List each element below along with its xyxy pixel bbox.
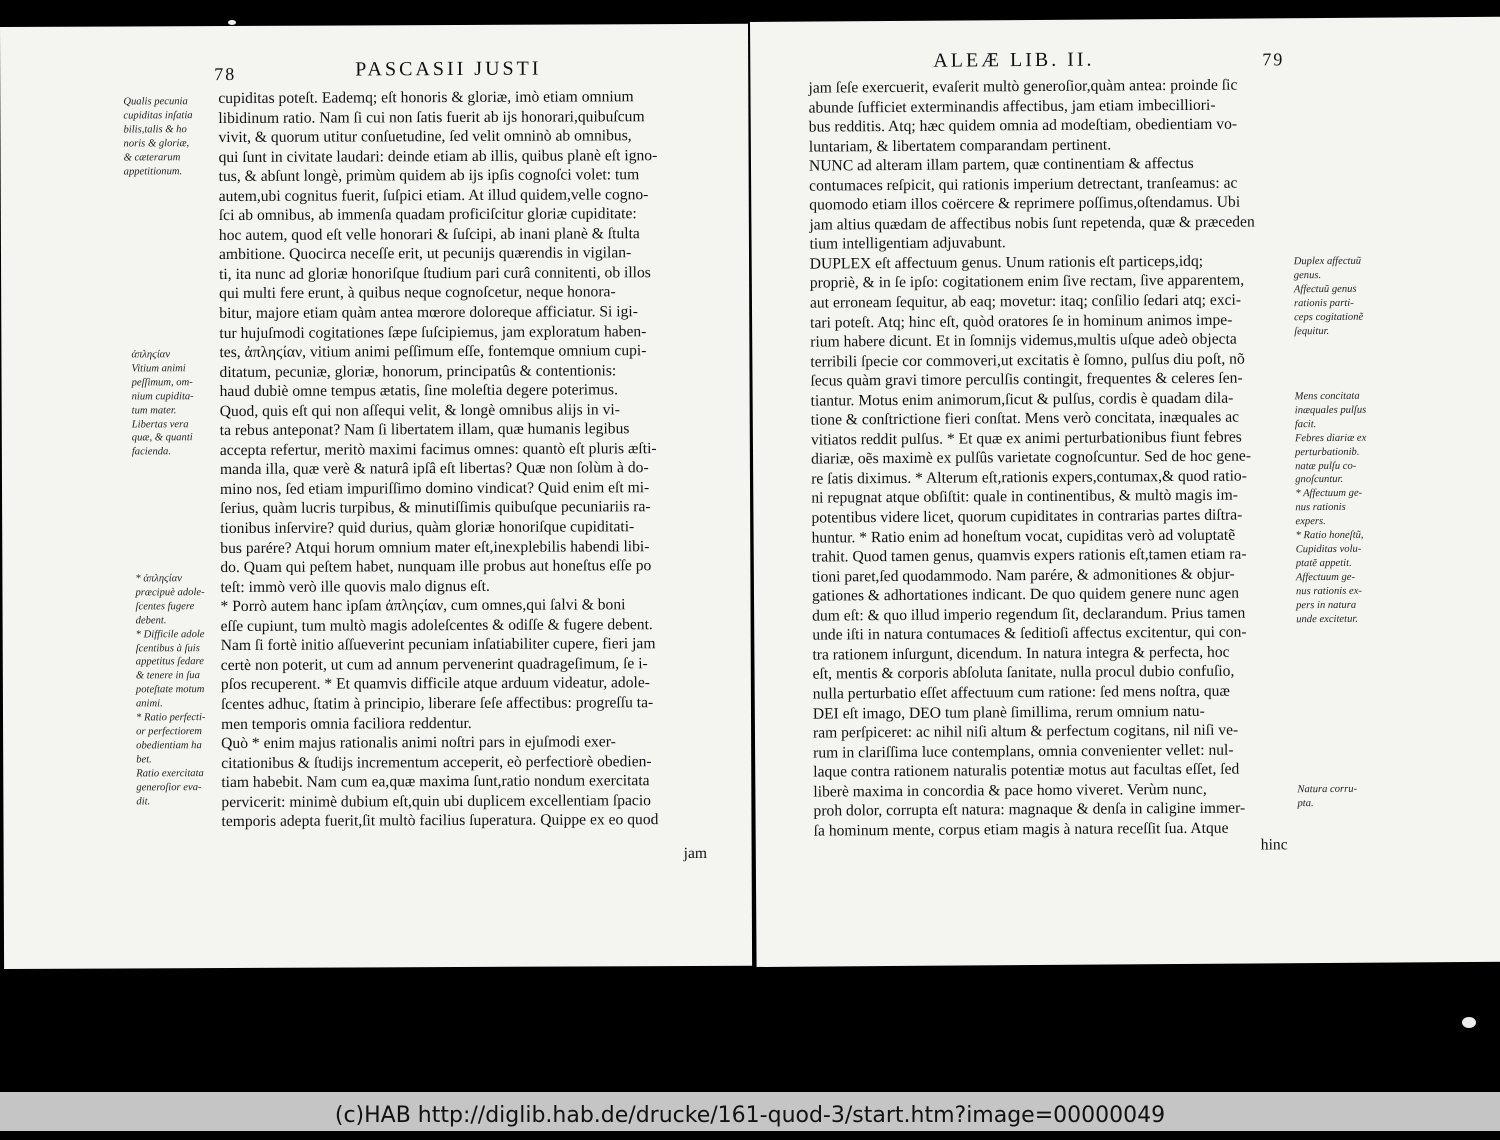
margin-note — [1294, 255, 1364, 339]
text-line: aut erroneam ſequitur, ab eaq; movetur: itaq; conſilio ſedari atq; exci- — [809, 291, 1242, 312]
text-line: manda illa, quæ verè & naturâ ipſâ eſt libertas? Quæ non ſolùm à do- — [219, 459, 649, 479]
catchword: hinc — [1260, 836, 1288, 854]
right-page — [750, 17, 1500, 967]
text-line: jam altius quædam de affectibus nobis ſunt repetenda, quæ & præceden — [809, 213, 1255, 234]
text-line: ram perſpiceret: ac nihil niſi altum & perfectum cogitans, nil niſi ve- — [812, 721, 1239, 742]
text-line: ſerius, quàm lucris turpibus, & minutiſſimis quibuſque pecuniariis ra- — [220, 498, 651, 518]
margin-note-line: Natura corru- — [1297, 783, 1358, 796]
margin-note-line: ſcentibus à ſuis — [135, 642, 200, 654]
running-head: PASCASII JUSTI — [355, 57, 542, 81]
margin-note-line: facienda. — [131, 446, 172, 458]
margin-note — [1297, 783, 1357, 811]
text-line: DEI eſt imago, DEO tum planè ſimillima, rerum omnium natu- — [812, 702, 1205, 723]
margin-note-line: bet. — [136, 754, 152, 766]
margin-note-line: inæquales pulſus — [1294, 404, 1367, 417]
margin-note-line: tum mater. — [131, 404, 177, 417]
scan-speck — [228, 20, 236, 25]
margin-note-line: Affectuũ genus — [1293, 283, 1357, 296]
margin-note-line: * ἀπληϛίαν — [135, 573, 183, 585]
text-line: qui multi fere erunt, à quibus neque cognoſcetur, neque honora- — [219, 283, 616, 303]
margin-note-line: Cupiditas volu- — [1295, 543, 1362, 556]
page-number: 79 — [1262, 49, 1285, 70]
margin-note — [1295, 390, 1368, 627]
margin-note-line: * Difficile adole — [135, 628, 205, 641]
text-line: teſt: immò verò ille quovis malo dignus eſt. — [220, 577, 490, 596]
text-line: qui ſunt in civitate laudari: deinde etiam ab illis, quibus planè eſt igno- — [218, 146, 658, 166]
margin-note-line: ceps cogitationẽ — [1294, 311, 1364, 323]
text-line: laque contra rationem naturalis potentiæ motus aut facultas eſſet, ſed — [813, 760, 1240, 781]
text-line: contumaces reſpicit, qui rationis imperium detrectant, tranſeamus: ac — [809, 174, 1238, 195]
text-line: diariæ, oẽs maximè ex pulſûs varietate cognoſcuntur. Sed de hoc gene- — [810, 447, 1252, 468]
catchword: jam — [683, 844, 708, 863]
text-line: bitur, majore etiam quàm antea mœrore doloreque afficiatur. Si igi- — [219, 303, 638, 323]
text-line: Nam ſi fortè initio aſſueverint pecuniam inſatiabiliter cupere, fieri jam — [220, 635, 656, 655]
margin-note-line: * Ratio honeſtũ, — [1295, 529, 1364, 542]
margin-note-line: ſcentes fugere — [135, 600, 195, 613]
running-head: ALEÆ LIB. II. — [933, 48, 1095, 72]
text-line: dum eſt: & quo illud imperio regendum ſit, declarandum. Prius tamen — [812, 604, 1246, 625]
margin-note-line: præcipuè adole- — [135, 587, 205, 599]
text-line: ſecus quàm gravi timore perculſis contingit, frequentes & celeres ſen- — [810, 369, 1243, 390]
text-line: tiam habebit. Nam cum ea,quæ maxima ſunt,ratio nondum exercitata — [221, 772, 650, 792]
text-line: vivit, & quorum utitur conſuetudine, ſed velit omninò ab omnibus, — [218, 127, 632, 147]
margin-note-line: or perfectiorem — [136, 726, 202, 738]
text-line: eſſe cupiunt, tum multò magis adoleſcentes & odiſſe & fugere debent. — [220, 615, 653, 635]
margin-note-line: Affectuum ge- — [1295, 571, 1356, 583]
text-line: tium intelligentiam adjuvabunt. — [809, 234, 1006, 253]
text-line: haud dubiè omne tempus ætatis, ſine moleſtia degere poterimus. — [219, 381, 619, 401]
text-line: eſt, mentis & corporis abſoluta ſanitate, nulla procul dubio confuſio, — [812, 663, 1235, 683]
text-line: tari poteſt. Atq; hinc eſt, quòd oratores ſe in hominum animos impe- — [810, 311, 1233, 332]
margin-note-line: peſſimum, om- — [131, 376, 193, 389]
text-line: tus, & abſunt longè, primùm quidem ab ijs ipſis cognoſci volet: tum — [218, 166, 640, 186]
text-line: luntariam, & libertatem comparandam pertinent. — [808, 136, 1112, 156]
text-line: tes, ἀπληϛίαν, vitium animi peſſimum eſſe, fontemque omnium cupi- — [219, 342, 647, 362]
text-line: vitiatos reddit pulſus. * Et quæ ex animi perturbationibus fiunt febres — [810, 428, 1242, 449]
margin-note-line: Vitium animi — [131, 363, 186, 375]
text-line: cupiditas poteſt. Eademq; eſt honoris & gloriæ, imò etiam omnium — [218, 88, 634, 108]
margin-note-line: dit. — [136, 795, 151, 807]
margin-note-line: rationis parti- — [1293, 297, 1354, 309]
text-line: bus parére? Atqui horum omnium mater eſt,inexplebilis habendi libi- — [220, 537, 650, 557]
text-line: ſa hominum mente, corpus etiam magis à natura receſſit ſua. Atque — [813, 819, 1229, 840]
margin-note-line: obedientiam ha — [136, 740, 202, 752]
margin-note-line: gnoſcuntur. — [1295, 474, 1344, 486]
text-line: ſcentes adhuc, ſtatim à principio, liberare ſeſe affectibus: progreſſu ta- — [220, 694, 654, 713]
text-line: terribili ſpecie cor commoveri,ut excitatis è ſomno, pulſus diu poſt, nõ — [810, 350, 1245, 371]
margin-note-line: ſequitur. — [1294, 325, 1330, 337]
margin-note-line: nus rationis ex- — [1295, 585, 1362, 597]
body-text — [808, 75, 1259, 840]
text-line: accepta refertur, meritò maximi facimus omnes: quantò eſt pluris æſti- — [219, 439, 657, 459]
margin-note-line: expers. — [1295, 516, 1326, 528]
text-line: libidinum ratio. Nam ſi cui non ſatis fuerit ab ijs honorari,quibuſcum — [218, 107, 645, 127]
text-line: huntur. * Ratio enim ad honeſtum vocat, cupiditas verò ad voluptatẽ — [811, 526, 1236, 547]
text-line: ditatum, pecuniæ, gloriæ, honorum, principatûs & contentionis: — [219, 361, 617, 381]
text-line: ambitione. Quocirca neceſſe erit, ut pecunijs quærendis in vigilan- — [218, 244, 632, 264]
text-line: ni repugnat atque obſiſtit: quale in continentibus, & multò magis im- — [811, 487, 1238, 508]
margin-note-line: & tenere in ſua — [135, 670, 200, 682]
text-line: tra rationem inſurgunt, dicendum. In natura integra & perfecta, hoc — [812, 643, 1230, 664]
margin-note-line: animi. — [135, 698, 163, 710]
margin-note — [123, 95, 193, 179]
text-line: do. Quam qui peſtem habet, nunquam ille probus aut honeſtus eſſe po — [220, 557, 652, 577]
text-line: quomodo etiam illos coërcere & reprimere poſſimus,oſtendamus. Ubi — [809, 193, 1241, 214]
page-number: 78 — [214, 63, 237, 85]
margin-note-line: debent. — [135, 614, 167, 627]
text-line: * Porrò autem hanc ipſam ἀπληϛίαν, cum omnes,qui ſalvi & boni — [220, 596, 626, 616]
text-line: tione & conſtrictione fieri conſtat. Mens verò concitata, inæquales ac — [810, 408, 1240, 429]
margin-note-line: bilis,talis & ho — [123, 123, 187, 136]
margin-note-line: Mens concitata — [1294, 390, 1360, 403]
copyright-footer: (c)HAB http://diglib.hab.de/drucke/161-quod-3/start.htm?image=00000049 — [0, 1092, 1500, 1131]
margin-note-line: * Ratio perfecti- — [135, 712, 206, 724]
text-line: tur hujuſmodi cogitationes ſæpe ſuſcipiemus, jam exploratum haben- — [219, 322, 647, 342]
margin-note-line: unde excitetur. — [1296, 613, 1359, 625]
margin-note-line: ἀπληϛίαν — [131, 349, 171, 361]
margin-note-line: nus rationis — [1295, 502, 1346, 514]
text-line: jam ſeſe exercuerit, evaſerit multò generoſior,quàm antea: proinde ſic — [808, 76, 1238, 97]
text-line: propriè, & in ſe ipſo: cogitationem enim ſive rectam, ſive apparentem, — [809, 272, 1245, 293]
margin-note-line: Qualis pecunia — [123, 96, 188, 108]
text-line: hoc autem, quod eſt velle honorari & ſuſcipi, ab inani planè & ſtulta — [218, 225, 640, 244]
margin-note-line: pers in natura — [1296, 599, 1357, 611]
left-page — [0, 24, 752, 969]
margin-note-line: & cæterarum — [123, 151, 181, 164]
text-line: gationes & adhortationes indicant. De quo quidem genere nunc agen — [811, 584, 1240, 605]
text-line: certè non poterit, ut cum ad annum pervenerint quadrageſimum, ſe i- — [220, 655, 648, 674]
margin-note-line: generoſior eva- — [136, 781, 202, 794]
text-line: rium habere dicunt. Et in ſomnijs videmus,multis uſque adeò objecta — [810, 330, 1237, 351]
margin-note-line: genus. — [1293, 269, 1322, 282]
text-line: Quod, quis eſt qui non aſſequi velit, & longè omnibus alijs in vi- — [219, 401, 620, 420]
text-line: trahit. Quod tamen genus, quamvis expers rationis eſt,tamen etiam ra- — [811, 545, 1247, 566]
margin-note-line: appetitionum. — [123, 165, 183, 177]
margin-note-line: cupiditas inſatia — [123, 110, 193, 122]
text-line: unde iſti in natura contumaces & ſeditioſi affectus excitentur, qui con- — [812, 623, 1247, 644]
text-line: ti, ita nunc ad gloriæ honoriſque ſtudium pari curâ connitenti, ob illos — [219, 264, 651, 283]
margin-note — [135, 572, 205, 809]
margin-note-line: quæ, & quanti — [131, 432, 193, 444]
margin-note-line: natæ pulſu co- — [1295, 460, 1357, 472]
margin-note-line: poteſtate motum — [135, 684, 205, 696]
margin-note-line: pta. — [1297, 797, 1314, 810]
text-line: DUPLEX eſt affectuum genus. Unum rationis eſt particeps,idq; — [809, 252, 1204, 273]
margin-note-line: nium cupidita- — [131, 390, 194, 403]
text-line: men temporis omnia faciliora reddentur. — [221, 714, 472, 733]
text-line: tioni paret,ſed quodammodo. Nam parére, & admonitiones & objur- — [811, 565, 1235, 586]
text-line: temporis adepta fuerit,ſit multò facilius ſuperatura. Quippe ex eo quod — [221, 811, 659, 831]
scan-speck — [1462, 1017, 1476, 1028]
margin-note-line: Ratio exercitata — [136, 767, 204, 780]
text-line: nulla perturbatio eſſet affectuum cum ratione: ſed mens noſtra, quæ — [812, 682, 1230, 703]
text-line: abunde ſufficiet exterminandis affectibus, jam etiam imbecilliori- — [808, 96, 1216, 117]
text-line: citationibus & ſtudijs incrementum acceperit, eò perfectiorè obedien- — [221, 752, 652, 772]
margin-note-line: appetitus ſedare — [135, 656, 204, 668]
margin-note-line: * Affectuum ge- — [1295, 488, 1363, 500]
margin-note-line: noris & gloriæ, — [123, 137, 190, 150]
text-line: liberè maxima in concordia & pace homo viveret. Verùm nunc, — [813, 780, 1207, 801]
text-line: ta rebus anteponat? Nam ſi libertatem illam, quæ humanis legibus — [219, 420, 630, 440]
text-line: re ſatis diximus. * Alterum eſt,rationis expers,contumax,& quod ratio- — [811, 467, 1247, 488]
text-line: tiantur. Motus enim animorum,ſicut & pulſus, cordis è quadam dila- — [810, 389, 1234, 410]
text-line: proh dolor, corrupta eſt natura: magnaque & denſa in caligine immer- — [813, 799, 1246, 820]
text-line: potentibus videre licet, quorum cupiditates in contrarias partes diſtra- — [811, 506, 1243, 527]
text-line: rum in clariſſima luce contemplans, omnia convenienter vellet: nul- — [813, 741, 1234, 762]
text-line: ſci ab omnibus, ab immenſa quadam proficiſcitur gloriæ cupiditate: — [218, 205, 637, 225]
margin-note-line: perturbationib. — [1294, 446, 1360, 458]
text-line: Quò * enim majus rationalis animi noſtri pars in ejuſmodi exer- — [221, 733, 616, 753]
text-line: bus redditis. Atq; hæc quidem omnia ad modeſtiam, obedientiam vo- — [808, 115, 1238, 136]
text-line: mino nos, ſed etiam impuriſſimo domino vindicat? Quid enim eſt mi- — [219, 479, 650, 498]
text-line: tionibus inſervire? quid durius, quàm gloriæ honoriſque cupiditati- — [220, 518, 635, 538]
body-text — [218, 87, 660, 832]
text-line: NUNC ad alteram illam partem, quæ continentiam & affectus — [808, 155, 1194, 175]
margin-note-line: ptatẽ appetit. — [1295, 557, 1352, 570]
text-line: pſos recuperent. * Et quamvis difficile atque arduum videatur, adole- — [220, 674, 650, 694]
margin-note-line: Libertas vera — [131, 418, 189, 430]
text-line: autem,ubi cognitus fuerit, ſuſpici etiam. At illud quidem,velle cogno- — [218, 185, 649, 205]
text-line: pervicerit: minimè dubium eſt,quin ubi duplicem excellentiam ſpacio — [221, 791, 651, 811]
margin-note — [131, 348, 194, 460]
margin-note-line: Febres diariæ ex — [1294, 432, 1367, 444]
margin-note-line: facit. — [1294, 418, 1317, 431]
margin-note-line: Duplex affectuũ — [1293, 255, 1362, 268]
